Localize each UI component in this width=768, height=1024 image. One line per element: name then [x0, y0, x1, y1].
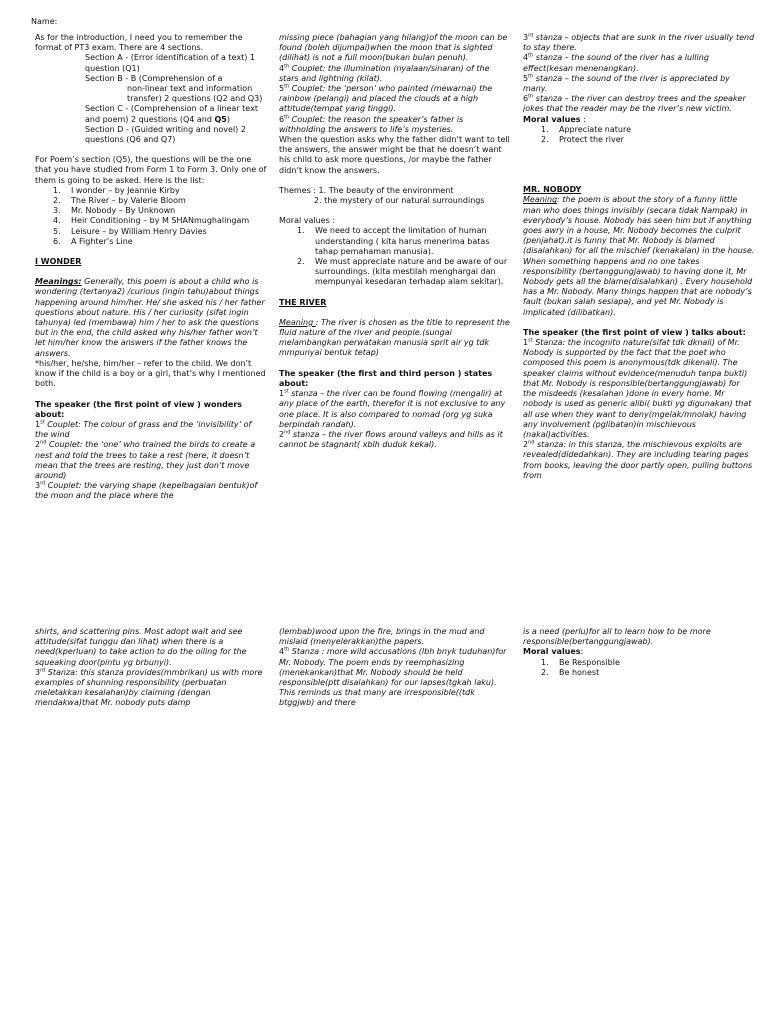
list-item: 2. Protect the river — [541, 135, 624, 145]
name-label: Name: — [31, 17, 58, 26]
list-item: 1. Be Responsible — [541, 657, 620, 667]
river-stanza-4: 4th stanza – the sound of the river has a lulling effect(kesan menenangkan). — [523, 52, 709, 73]
list-item: 2. The River – by Valerie Bloom — [53, 196, 186, 206]
list-item: 5. Leisure – by William Henry Davies — [53, 226, 207, 236]
i-wonder-speaker-heading: The speaker (the first point of view ) wonders about: — [35, 399, 243, 419]
couplet-6: 6th Couplet: the reason the speaker’s father is withholding the answers to life’s mysteries. — [279, 113, 464, 134]
list-item: 1. I wonder – by Jeannie Kirby — [53, 185, 180, 195]
couplet-3: 3rd Couplet: the varying shape (kepelbagaian bentuk)of the moon and the place where the — [35, 480, 258, 501]
list-item: 1. We need to accept the limitation of human understanding ( kita harus menerima batas tahap pemahaman manusia). — [297, 226, 490, 256]
river-stanza-3: 3rd stanza – objects that are sunk in the river usually tend to stay there. — [523, 33, 755, 53]
stanza-3-continued: (lembab)wood upon the fire, brings in the mud and mislaid (menyelerakkan)the papers. — [279, 627, 485, 647]
section-a: Section A - (Error identification of a text) 1 question (Q1) — [85, 53, 255, 73]
list-item: 2. We must appreciate nature and be aware of our surroundings. (kita mestilah menghargai dan mempunyai kesedaran terhadap alam sekitar). — [297, 257, 508, 287]
the-river-heading: THE RIVER — [279, 297, 327, 307]
list-item: 2. Be honest — [541, 667, 600, 677]
list-item: 1. Appreciate nature — [541, 124, 632, 134]
section-d: Section D - (Guided writing and novel) 2 questions (Q6 and Q7) — [85, 124, 246, 145]
river-stanza-5: 5th stanza – the sound of the river is appreciated by many. — [523, 73, 730, 94]
i-wonder-heading: I WONDER — [35, 257, 82, 267]
i-wonder-meanings: Meanings: Generally, this poem is about a child who is wondering (tertanya2) /curious (ingin tahu)about things happening around him/her. He/ she asked his / her father questions about nature. His / her curiosity (sifat ingin tahunya) led (membawa) him / her to ask the questions but in the end, the child asked why his/her father won’t let him/her know the answers if the father knows the answers. — [35, 277, 265, 358]
river-speaker-heading: The speaker (the first and third person ) states about: — [279, 368, 493, 388]
moral-values-label: Moral values : — [279, 216, 336, 226]
mr-nobody-stanza-2: 2nd stanza: in this stanza, the mischievous exploits are revealed(didedahkan). They are including tearing pages from books, leaving the door partly open, pulling buttons from — [523, 439, 753, 480]
river-stanza-1: 1st stanza – the river can be found flowing (mengalir) at any place of the earth, therefor it is not exclusive to any one place. It is also compared to nomad (org yg suka berpindah randah). — [279, 388, 506, 429]
column-4 — [35, 627, 267, 717]
mr-nobody-moral-list — [523, 658, 755, 678]
list-item: 3. Mr. Nobody – By Unknown — [53, 206, 176, 216]
river-meaning: Meaning : The river is chosen as the title to represent the fluid nature of the river and people.(sungai melambangkan perwatakan manusia sprit air yg tdk mmpunyai bentuk tetap) — [279, 317, 510, 358]
column-6 — [523, 627, 755, 717]
moral-values-list — [279, 226, 511, 287]
themes-line-1: Themes : 1. The beauty of the environment — [279, 185, 454, 195]
river-stanza-2: 2nd stanza – the river flows around valleys and hills as it cannot be stagnant( xblh duduk kekal). — [279, 429, 503, 450]
mr-nobody-meaning: Meaning: the poem is about the story of a funny little man who does things invisibly (secara tidak Nampak) in everybody’s house. Nobody has seen him but if anything goes awry in a house, Mr. Nobody becomes the culprit (penjahat).it is funny that Mr. Nobody is blamed (disalahkan) for all the mischief (kenakalan) in the house. When something happens and no one takes responsibility (bertanggungjawab) to having done it, Mr Nobody gets all the blame(disalahkan) . Every household has a Mr. Nobody. Many things happen that are nobody’s fault (bukan salah sesiapa), and yet Mr. Nobody is implicated (dilibatkan). — [523, 195, 755, 317]
river-moral-label: Moral values : — [523, 114, 586, 124]
mr-nobody-stanza-3: 3rd Stanza: this stanza provides(mmbrikan) us with more examples of shunning responsibility (perbuatan meletakkan kesalahan)by claiming (dengan mendakwa)that Mr. nobody puts damp — [35, 667, 263, 708]
column-3 — [523, 33, 755, 563]
section-b-line1: Section B - B (Comprehension of a — [85, 73, 223, 83]
river-moral-list — [523, 125, 755, 145]
poem-section-intro: For Poem’s section (Q5), the questions will be the one that you have studied from Form 1 to Form 3. Only one of them is going to be asked. Here is the list: — [35, 155, 267, 185]
poem-list — [35, 186, 267, 247]
exam-format-intro: As for the introduction, I need you to remember the format of PT3 exam. There are 4 sections. — [35, 33, 243, 53]
mr-nobody-heading: MR. NOBODY — [523, 185, 582, 195]
section-c: Section C - (Comprehension of a linear text and poem) 2 questions (Q4 and Q5) — [85, 104, 258, 124]
list-item: 4. Heir Conditioning – by M SHANmughalingam — [53, 216, 250, 226]
mr-nobody-moral-label: Moral values: — [523, 647, 584, 657]
couplet-1: 1st Couplet: The colour of grass and the ‘invisibility’ of the wind — [35, 419, 252, 440]
section-b-line2: non-linear text and information transfer) 2 questions (Q2 and Q3) — [127, 84, 263, 104]
river-stanza-6: 6th stanza – the river can destroy trees and the speaker jokes that the reader may be the river’s new victim. — [523, 93, 746, 114]
mr-nobody-speaker-heading: The speaker (the first point of view ) talks about: — [523, 327, 746, 337]
exam-answer-note: When the question asks why the father didn’t want to tell the answers, the answer might be that he doesn’t want his child to ask more questions, /or maybe the father didn’t know the answers. — [279, 135, 510, 175]
column-1 — [35, 33, 267, 563]
themes-line-2: 2. the mystery of our natural surroundings — [314, 196, 485, 206]
stanza-4-continued: is a need (perlu)for all to learn how to be more responsible(bertanggungjawab). — [523, 627, 711, 647]
stanza-2-continued: shirts, and scattering pins. Most adopt wait and see attitude(sifat tunggu dan lihat) when there is a need(kperluan) to take action to do the oiling for the squeaking door(pintu yg brbunyi). — [35, 627, 247, 667]
mr-nobody-stanza-4: 4th Stanza : more wild accusations (lbh bnyk tuduhan)for Mr. Nobody. The poem ends by reemphasizing (menekankan)that Mr. Nobody should be held responsible(ptt disalahkan) for our lapses(tgkah laku). This reminds us that many are irresponsible((tdk btggjwb) and there — [279, 646, 507, 708]
list-item: 6. A Fighter’s Line — [53, 236, 133, 246]
column-2 — [279, 33, 511, 563]
couplet-5: 5th Couplet: the ‘person’ who painted (mewarnai) the rainbow (pelangi) and placed the clouds at a high attitude(tempat yang tinggi). — [279, 83, 493, 114]
mr-nobody-stanza-1: 1st Stanza: the incognito nature(sifat tdk dknali) of Mr. Nobody is supported by the fact that the poet who composed this poem is anonymous(tdk dikenali). The speaker claims without evidence(menuduh tanpa bukti) that Mr. Nobody is responsible(bertanggungjawab) for the misdeeds (kesalahan )done in every home. Mr nobody is used as generic alibi( bukti yg digunakan) that all use when they want to deny(mgelak/mnolak) having any involvement (pglibatan)in mischievous (nakal)activities. — [523, 337, 752, 439]
column-5 — [279, 627, 511, 717]
pronoun-note: *his/her, he/she, him/her – refer to the child. We don’t know if the child is a boy or a girl, that’s why I mentioned both. — [35, 358, 266, 389]
couplet-3-continued: missing piece (bahagian yang hilang)of the moon can be found (boleh dijumpai)when the moon that is sighted (dilihat) is not a full moon(bukan bulan penuh). — [279, 33, 508, 63]
couplet-2: 2nd Couplet: the ‘one’ who trained the birds to create a nest and told the trees to take a rest (here, it doesn’t mean that the trees are resting, they just don’t move around) — [35, 439, 256, 480]
couplet-4: 4th Couplet: the illumination (nyalaan/sinaran) of the stars and lightning (kilat). — [279, 62, 490, 83]
